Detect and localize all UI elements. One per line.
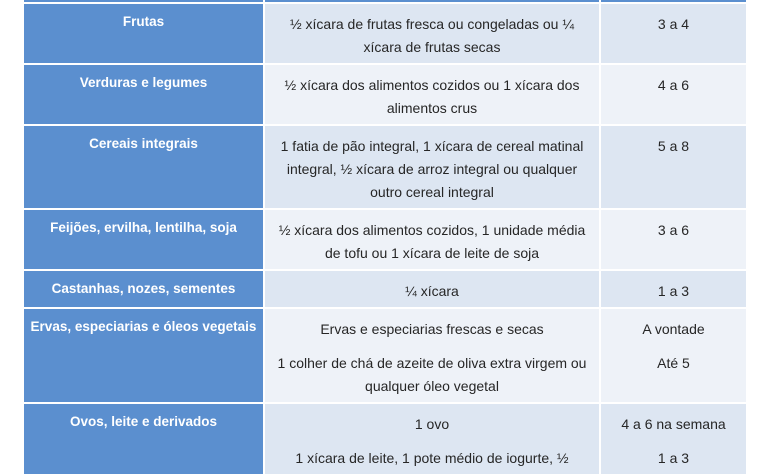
servings-text: 4 a 6 na semana bbox=[621, 416, 726, 432]
table-row bbox=[23, 308, 747, 403]
servings-cell bbox=[600, 403, 747, 475]
food-group-label: Ovos, leite e derivados bbox=[69, 414, 218, 429]
portion-text: Ervas e especiarias frescas e secas bbox=[320, 321, 544, 337]
portion-cell bbox=[264, 270, 600, 308]
food-group-cell bbox=[23, 125, 264, 209]
food-group-cell bbox=[23, 209, 264, 270]
portion-text: 1 xícara de leite, 1 pote médio de iogurte, ½ bbox=[295, 450, 569, 466]
table-row bbox=[23, 209, 747, 270]
food-guide-table-container bbox=[22, 0, 746, 476]
servings-cell bbox=[600, 209, 747, 270]
portion-cell bbox=[264, 403, 600, 475]
food-group-label: Cereais integrais bbox=[89, 136, 198, 151]
portion-text: 1 colher de chá de azeite de oliva extra virgem ou qualquer óleo vegetal bbox=[277, 355, 587, 394]
portion-cell bbox=[264, 64, 600, 125]
servings-text: 1 a 3 bbox=[657, 283, 690, 299]
food-guide-table bbox=[22, 0, 748, 476]
servings-cell bbox=[600, 308, 747, 403]
food-group-label: Verduras e legumes bbox=[79, 75, 208, 90]
portion-text: ½ xícara dos alimentos cozidos ou 1 xícara dos alimentos crus bbox=[284, 77, 580, 116]
servings-text: 4 a 6 bbox=[657, 77, 690, 93]
servings-cell bbox=[600, 270, 747, 308]
table-row bbox=[23, 403, 747, 475]
food-group-cell bbox=[23, 270, 264, 308]
portion-cell bbox=[264, 125, 600, 209]
servings-text: 1 a 3 bbox=[657, 450, 690, 466]
servings-cell bbox=[600, 3, 747, 64]
portion-cell bbox=[264, 3, 600, 64]
food-group-cell bbox=[23, 3, 264, 64]
table-row bbox=[23, 125, 747, 209]
servings-cell bbox=[600, 125, 747, 209]
servings-cell bbox=[600, 64, 747, 125]
food-group-label: Feijões, ervilha, lentilha, soja bbox=[50, 220, 237, 235]
portion-text: ¼ xícara bbox=[405, 283, 459, 299]
food-group-label: Frutas bbox=[122, 14, 165, 29]
table-row bbox=[23, 3, 747, 64]
servings-text: A vontade bbox=[642, 321, 705, 337]
food-group-cell bbox=[23, 403, 264, 475]
table-row bbox=[23, 64, 747, 125]
table-row bbox=[23, 270, 747, 308]
portion-text: ½ xícara de frutas fresca ou congeladas ou ¼ xícara de frutas secas bbox=[289, 16, 575, 55]
portion-text: 1 fatia de pão integral, 1 xícara de cereal matinal integral, ½ xícara de arroz integral ou qualquer outro cereal integral bbox=[280, 138, 584, 200]
food-group-label: Ervas, especiarias e óleos vegetais bbox=[30, 319, 257, 334]
servings-text: 3 a 6 bbox=[657, 222, 690, 238]
food-group-cell bbox=[23, 64, 264, 125]
food-group-cell bbox=[23, 308, 264, 403]
servings-text: Até 5 bbox=[657, 355, 690, 371]
portion-cell bbox=[264, 308, 600, 403]
portion-text: 1 ovo bbox=[414, 416, 450, 432]
portion-text: ½ xícara dos alimentos cozidos, 1 unidade média de tofu ou 1 xícara de leite de soja bbox=[278, 222, 586, 261]
servings-text: 5 a 8 bbox=[657, 138, 690, 154]
food-group-label: Castanhas, nozes, sementes bbox=[51, 281, 236, 296]
servings-text: 3 a 4 bbox=[657, 16, 690, 32]
portion-cell bbox=[264, 209, 600, 270]
